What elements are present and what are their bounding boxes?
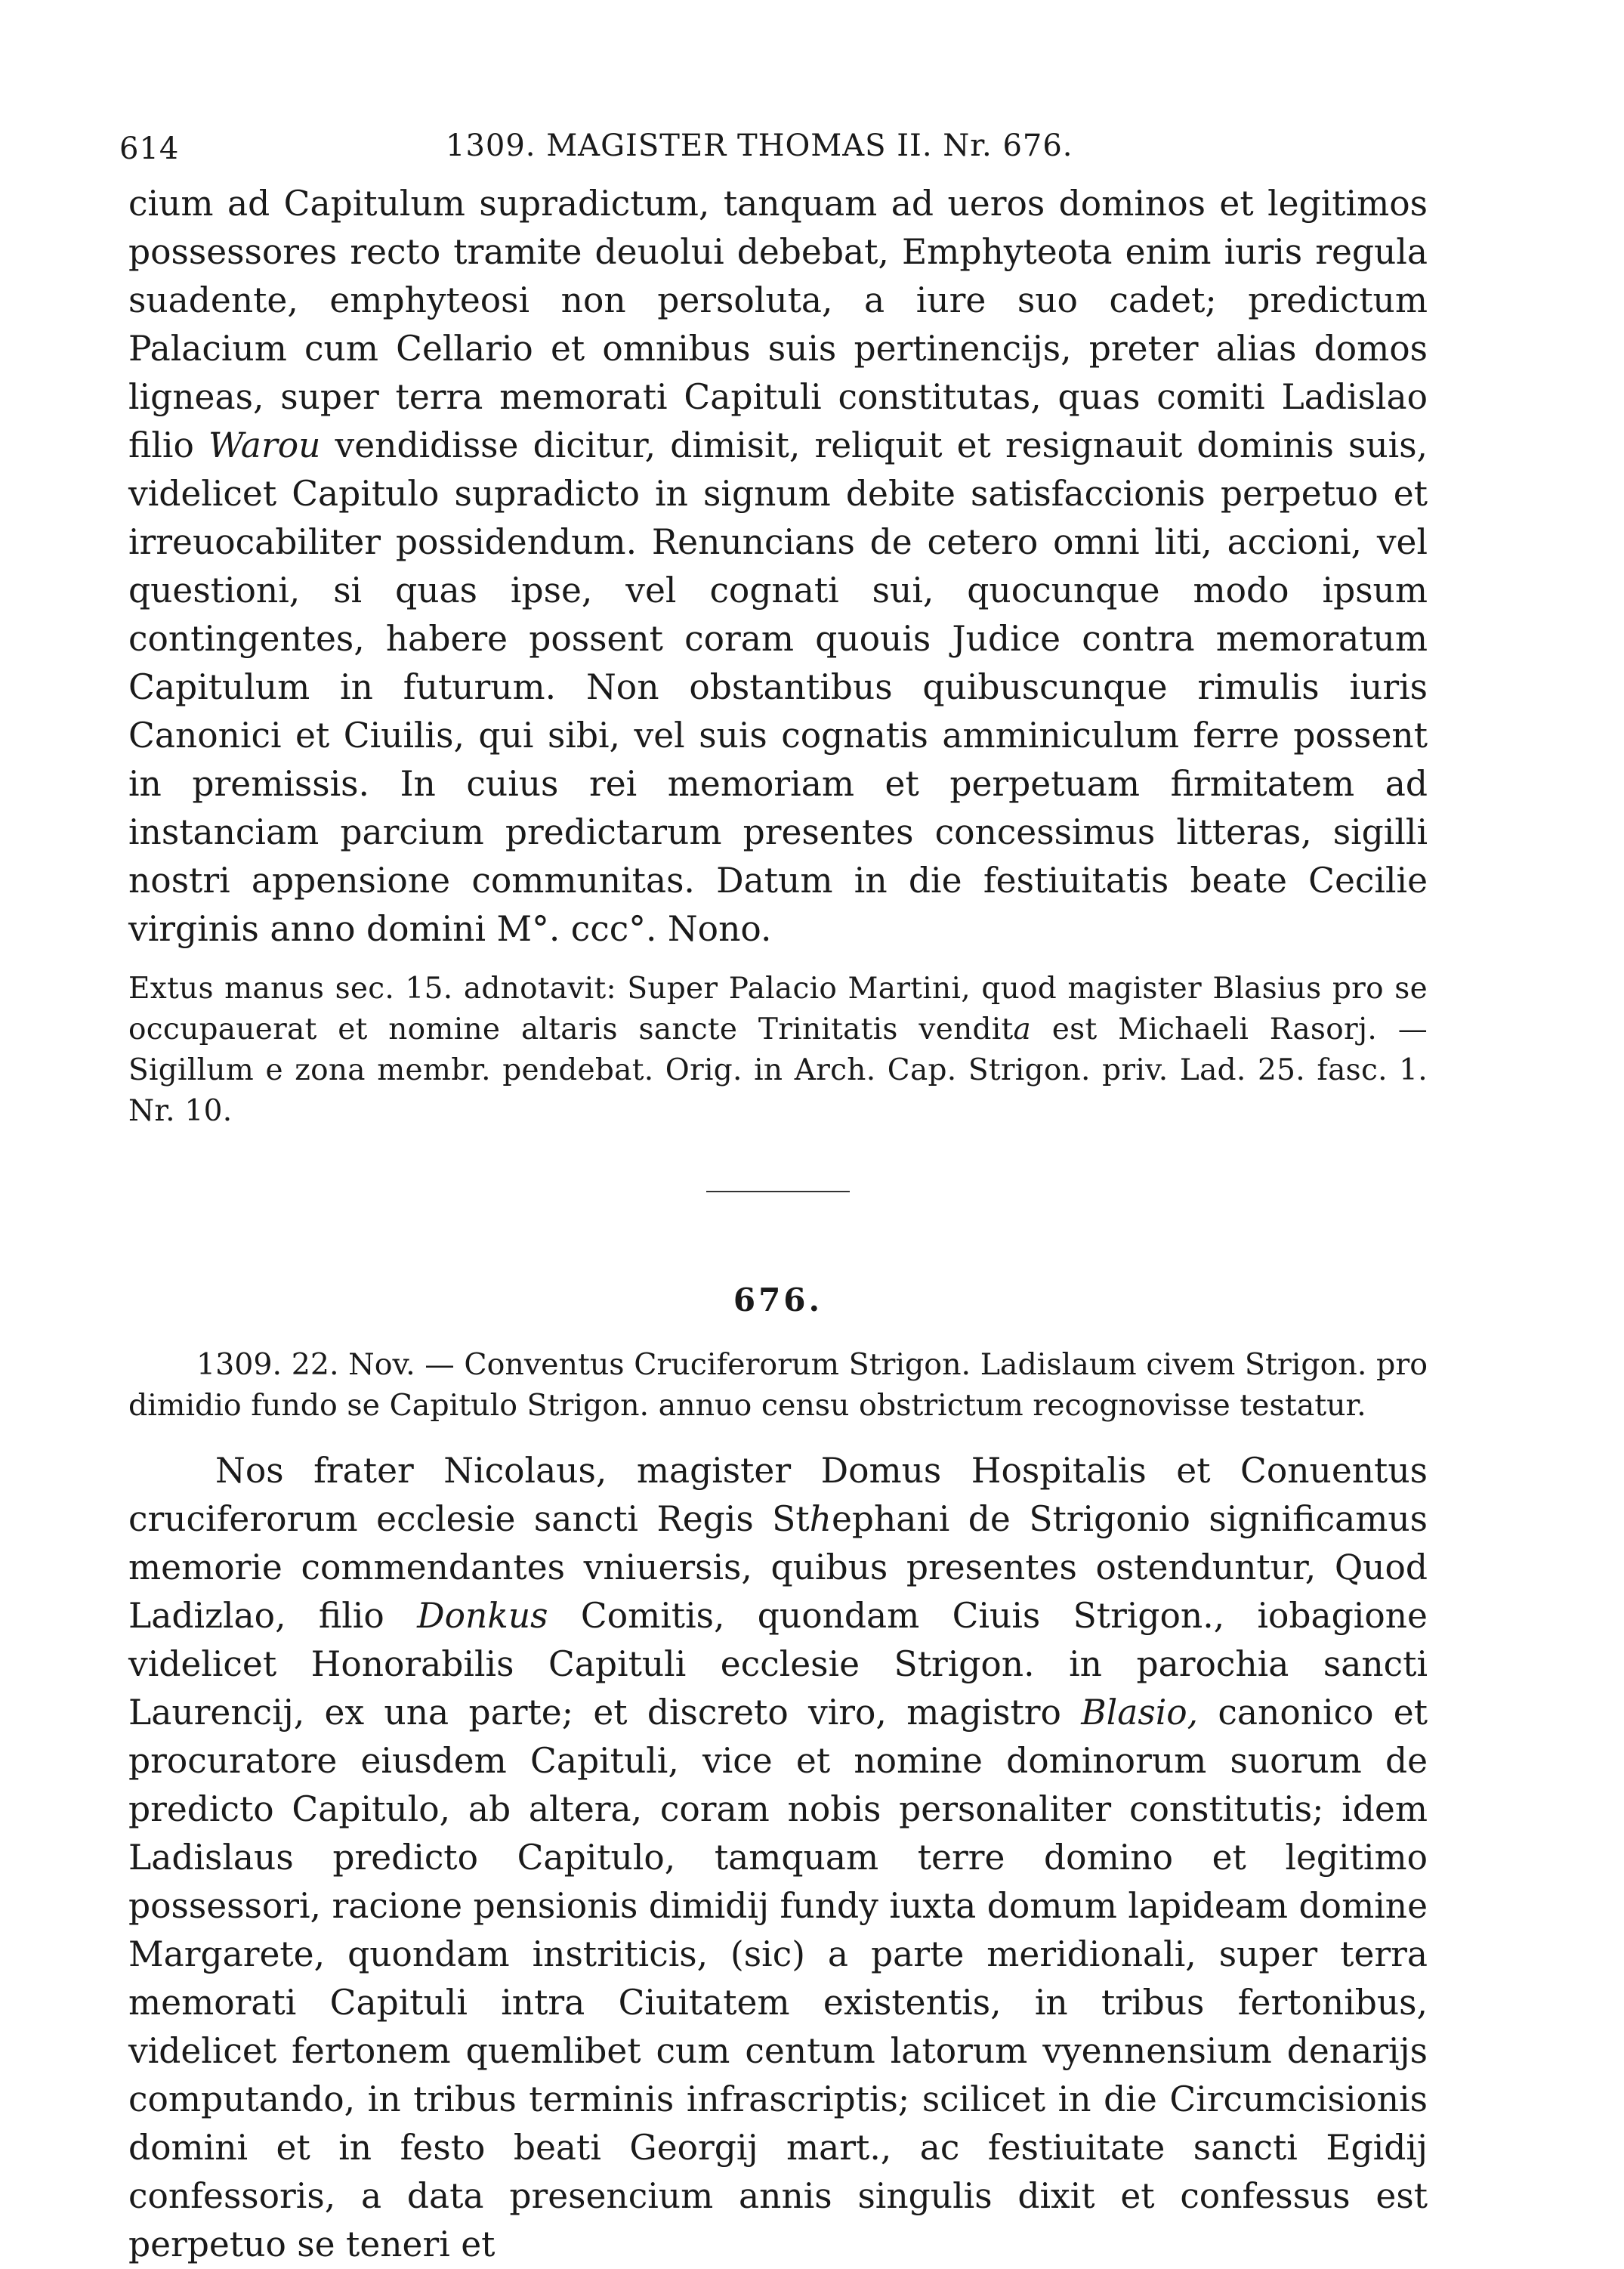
text-segment: cium ad Capitulum supradictum, tanquam ad ueros dominos et legitimos possessores recto tramite deuolui debebat, Emphyteota enim iuris regula suadente, emphyteosi non persoluta, a iure suo cadet; predictum Palacium cum Cellario et omnibus suis pertinencijs, preter alias domos ligneas, super terra memorati Capituli constitutas, quas comiti Ladislao filio: [128, 184, 1428, 465]
text-segment: est Michaeli Rasorj. — Sigillum e zona membr. pendebat. Orig. in Arch. Cap. Strigon. priv. Lad. 25. fasc. 1. Nr. 10.: [128, 1012, 1428, 1128]
italic-name: Warou: [208, 425, 321, 465]
italic-letter: a: [1013, 1012, 1032, 1046]
page-number: 614: [119, 131, 180, 166]
document-summary: 1309. 22. Nov. — Conventus Cruciferorum Strigon. Ladislaum civem Strigon. pro dimidio fundo se Capitulo Strigon. annuo censu obstrictum recognovisse testatur.: [128, 1347, 1428, 1423]
text-segment: ephani de Strigonio significamus memorie commendantes vniuersis, quibus presentes ostenduntur, Quod Ladizlao, filio: [128, 1499, 1428, 1636]
text-segment: Extus manus sec. 15. adnotavit: Super Palacio Martini, quod magister Blasius pro se occupauerat et nomine altaris sancte Trinitatis vendit: [128, 972, 1428, 1046]
running-title: 1309. MAGISTER THOMAS II. Nr. 676.: [446, 128, 1073, 163]
text-segment: canonico et procuratore eiusdem Capituli, vice et nomine dominorum suorum de predicto Capitulo, ab altera, coram nobis personaliter constitutis; idem Ladislaus predicto Capitulo, tamquam terre domino et legitimo possessori, racione pensionis dimidij fundy iuxta domum lapideam domine Margarete, quondam instriticis, (sic) a parte meridionali, super terra memorati Capituli intra Ciuitatem existentis, in tribus fertonibus, videlicet fertonem quemlibet cum centum latorum vyennensium denarijs computando, in tribus terminis infrascriptis; scilicet in die Circumcisionis domini et in festo beati Georgij mart., ac festiuitate sancti Egidij confessoris, a data presencium annis singulis dixit et confessus est perpetuo se teneri et: [128, 1692, 1428, 2264]
page: [119, 113, 1428, 2269]
text-segment: Comitis, quondam Ciuis Strigon., iobagione videlicet Honorabilis Capituli ecclesie Strigon. in parochia sancti Laurencij, ex una parte; et discreto viro, magistro: [128, 1596, 1428, 1733]
document-number: 676.: [733, 1281, 823, 1318]
text-segment: Nos frater Nicolaus, magister Domus Hospitalis et Conuentus cruciferorum ecclesie sancti Regis St: [128, 1451, 1428, 1539]
italic-name: Donkus: [417, 1596, 548, 1636]
charter-text: [128, 1447, 1428, 2269]
continued-charter-text: [128, 180, 1428, 954]
text-segment: vendidisse dicitur, dimisit, reliquit et resignauit dominis suis, videlicet Capitulo supradicto in signum debite satisfaccionis perpetuo et irreuocabiliter possidendum. Renuncians de cetero omni liti, accioni, vel questioni, si quas ipse, vel cognati sui, quocunque modo ipsum contingentes, habere possent coram quouis Judice contra memoratum Capitulum in futurum. Non obstantibus quibuscunque rimulis iuris Canonici et Ciuilis, qui sibi, vel suis cognatis amminiculum ferre possent in premissis. In cuius rei memoriam et perpetuam firmitatem ad instanciam parcium predictarum presentes concessimus litteras, sigilli nostri appensione communitas. Datum in die festiuitatis beate Cecilie virginis anno domini M°. ccc°. Nono.: [128, 425, 1428, 949]
section-divider: [706, 1191, 850, 1192]
running-header: [119, 113, 1428, 166]
italic-letter: h: [809, 1499, 832, 1539]
editorial-note: [128, 969, 1428, 1132]
italic-name: Blasio,: [1081, 1692, 1199, 1733]
